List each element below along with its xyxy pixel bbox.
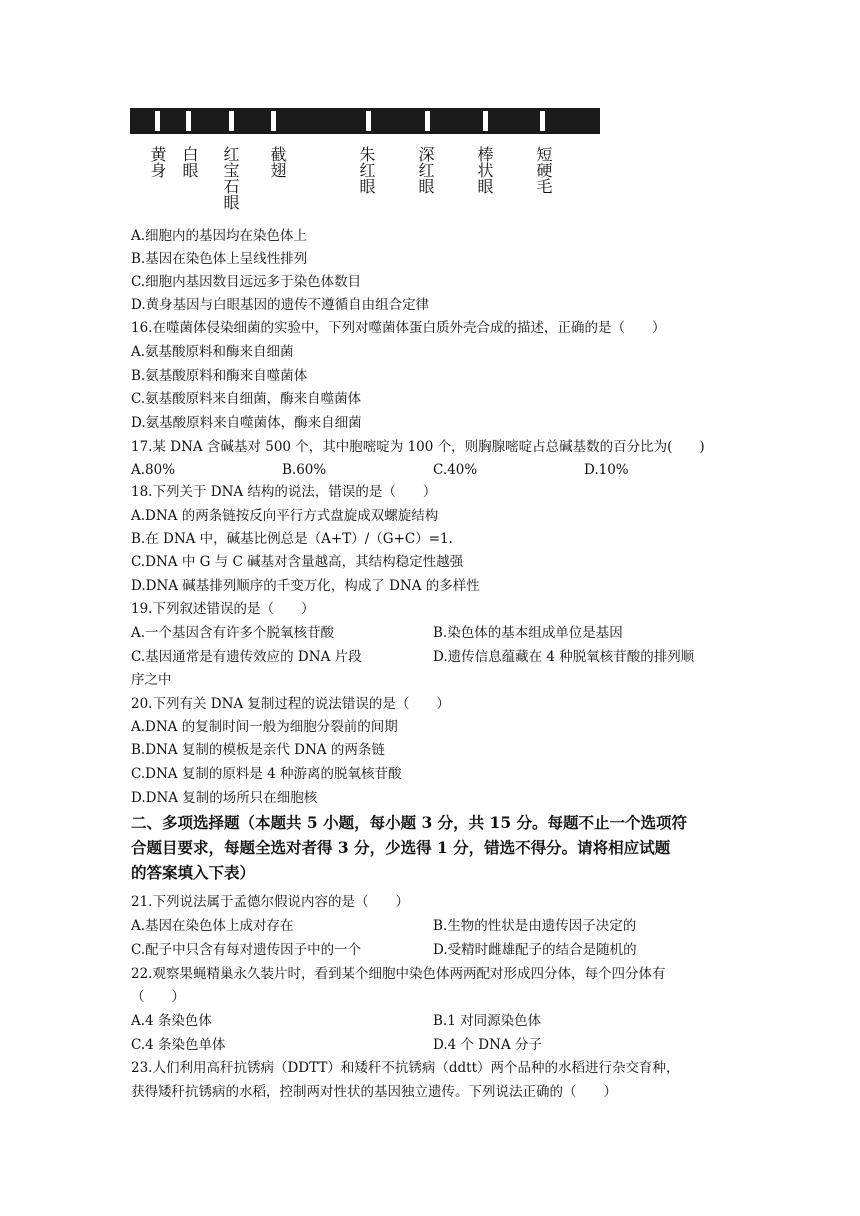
- gene-band: [366, 111, 371, 131]
- q20-option-c: C.DNA 复制的原料是 4 种游离的脱氧核苷酸: [131, 766, 402, 782]
- section-heading: 的答案填入下表）: [131, 863, 256, 882]
- q23-stem: 23.人们利用高秆抗锈病（DDTT）和矮秆不抗锈病（ddtt）两个品种的水稻进行杂交育种，: [131, 1060, 680, 1076]
- q22-stem-continued: （ ）: [131, 989, 185, 1005]
- q22-option-b: B.1 对同源染色体: [433, 1013, 542, 1029]
- section-heading: 合题目要求，每题全选对者得 3 分，少选得 1 分，错选不得分。请将相应试题: [131, 838, 671, 857]
- q20-option-d: D.DNA 复制的场所只在细胞核: [131, 790, 318, 806]
- q18-option-a: A.DNA 的两条链按反向平行方式盘旋成双螺旋结构: [131, 508, 439, 524]
- q20-option-a: A.DNA 的复制时间一般为细胞分裂前的间期: [131, 719, 398, 735]
- q19-option-d: D.遗传信息蕴藏在 4 种脱氧核苷酸的排列顺: [433, 649, 695, 665]
- q22-stem: 22.观察果蝇精巢永久装片时，看到某个细胞中染色体两两配对形成四分体，每个四分体有: [131, 966, 666, 982]
- gene-label: 截翅: [268, 146, 287, 178]
- q15-option-a: A.细胞内的基因均在染色体上: [131, 228, 308, 244]
- q22-option-d: D.4 个 DNA 分子: [433, 1037, 542, 1053]
- q17-stem: 17.某 DNA 含碱基对 500 个，其中胞嘧啶为 100 个，则胸腺嘧啶占总碱基数的百分比为( ): [131, 439, 705, 455]
- q21-option-b: B.生物的性状是由遗传因子决定的: [433, 918, 637, 934]
- q15-option-c: C.细胞内基因数目远远多于染色体数目: [131, 274, 362, 290]
- q16-option-c: C.氨基酸原料来自细菌，酶来自噬菌体: [131, 391, 362, 407]
- q19-option-d-continued: 序之中: [131, 672, 172, 688]
- gene-band: [186, 111, 191, 131]
- q16-option-d: D.氨基酸原料来自噬菌体，酶来自细菌: [131, 415, 362, 431]
- q19-option-c: C.基因通常是有遗传效应的 DNA 片段: [131, 649, 362, 665]
- gene-label: 朱红眼: [357, 146, 376, 194]
- q17-option-c: C.40%: [433, 462, 478, 478]
- gene-label: 白眼: [180, 146, 199, 178]
- gene-band: [540, 111, 545, 131]
- q20-option-b: B.DNA 复制的模板是亲代 DNA 的两条链: [131, 742, 385, 758]
- q19-option-a: A.一个基因含有许多个脱氧核苷酸: [131, 625, 335, 641]
- q21-option-a: A.基因在染色体上成对存在: [131, 918, 294, 934]
- q17-option-b: B.60%: [282, 462, 327, 478]
- section-heading: 二、多项选择题（本题共 5 小题，每小题 3 分，共 15 分。每题不止一个选项符: [131, 813, 688, 832]
- q21-option-c: C.配子中只含有每对遗传因子中的一个: [131, 942, 362, 958]
- q21-stem: 21.下列说法属于孟德尔假说内容的是（ ）: [131, 894, 409, 910]
- gene-label: 短硬毛: [534, 146, 553, 194]
- q16-option-b: B.氨基酸原料和酶来自噬菌体: [131, 368, 308, 384]
- gene-band: [155, 111, 160, 131]
- q19-stem: 19.下列叙述错误的是（ ）: [131, 601, 315, 617]
- q22-option-a: A.4 条染色体: [131, 1013, 212, 1029]
- q18-option-c: C.DNA 中 G 与 C 碱基对含量越高，其结构稳定性越强: [131, 554, 464, 570]
- q16-stem: 16.在噬菌体侵染细菌的实验中，下列对噬菌体蛋白质外壳合成的描述，正确的是（ ）: [131, 320, 666, 336]
- q17-option-a: A.80%: [131, 462, 176, 478]
- gene-band: [229, 111, 234, 131]
- q23-stem-continued: 获得矮秆抗锈病的水稻，控制两对性状的基因独立遗传。下列说法正确的（ ）: [131, 1084, 617, 1100]
- gene-band: [425, 111, 430, 131]
- q18-option-d: D.DNA 碱基排列顺序的千变万化，构成了 DNA 的多样性: [131, 578, 480, 594]
- q15-option-b: B.基因在染色体上呈线性排列: [131, 251, 308, 267]
- q17-option-d: D.10%: [584, 462, 629, 478]
- q15-option-d: D.黄身基因与白眼基因的遗传不遵循自由组合定律: [131, 297, 430, 313]
- q20-stem: 20.下列有关 DNA 复制过程的说法错误的是（ ）: [131, 696, 450, 712]
- gene-label: 黄身: [148, 146, 167, 178]
- gene-band: [483, 111, 488, 131]
- gene-label: 棒状眼: [475, 146, 494, 194]
- gene-band: [271, 111, 276, 131]
- q18-stem: 18.下列关于 DNA 结构的说法，错误的是（ ）: [131, 484, 437, 500]
- q19-option-b: B.染色体的基本组成单位是基因: [433, 625, 623, 641]
- chromosome-diagram: [130, 108, 600, 134]
- q18-option-b: B.在 DNA 中，碱基比例总是（A+T）/（G+C）=1.: [131, 531, 453, 547]
- q16-option-a: A.氨基酸原料和酶来自细菌: [131, 344, 294, 360]
- q22-option-c: C.4 条染色单体: [131, 1037, 226, 1053]
- gene-label: 深红眼: [416, 146, 435, 194]
- q21-option-d: D.受精时雌雄配子的结合是随机的: [433, 942, 637, 958]
- gene-label: 红宝石眼: [221, 146, 240, 210]
